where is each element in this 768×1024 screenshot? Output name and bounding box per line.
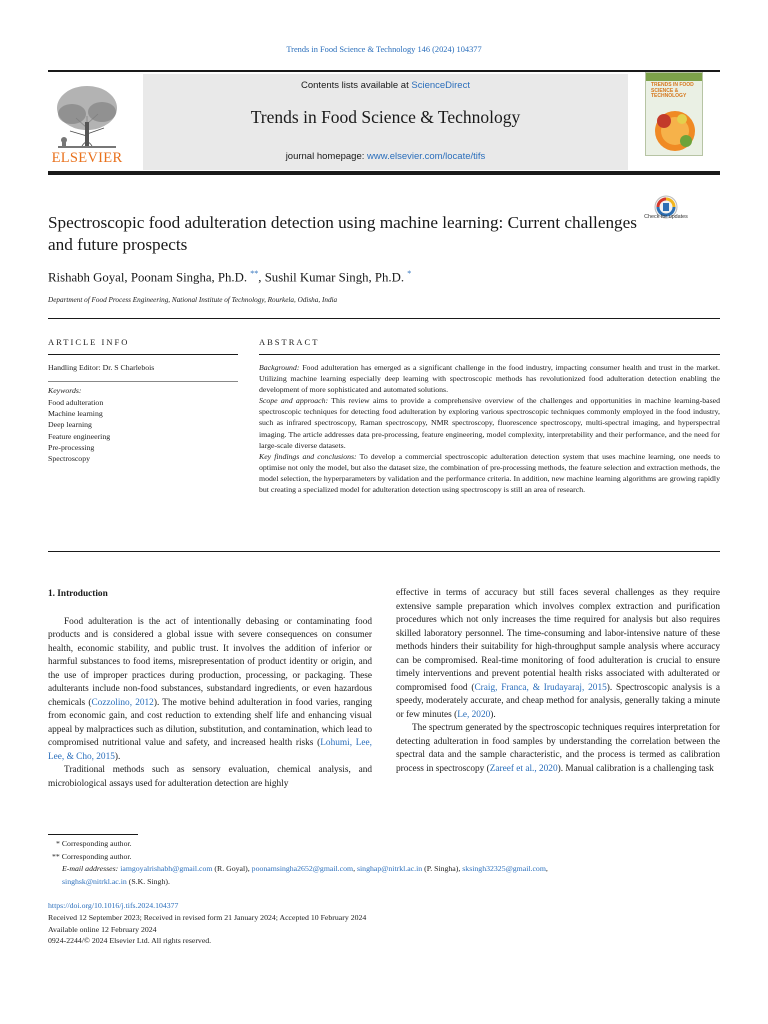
affiliation: Department of Food Process Engineering, National Institute of Technology, Rourkela, Odisha, India: [48, 296, 338, 304]
article-title: Spectroscopic food adulteration detection using machine learning: Current challenges and future prospects: [48, 213, 637, 254]
article-info-rule: [48, 354, 238, 355]
abstract-rule: [259, 354, 720, 355]
abstract-text: Food adulteration has emerged as a significant challenge in the food industry, impacting consumer health and trust in the market. Utilizing machine learning especially deep learning with spectroscopic methods has revolutionized food adulteration detection enabling the development of more sophisticated and automated solutions.: [259, 363, 720, 395]
copyright: 0924-2244/© 2024 Elsevier Ltd. All rights reserved.: [48, 936, 212, 946]
author-name[interactable]: Rishabh Goyal: [48, 270, 125, 285]
doi-link[interactable]: https://doi.org/10.1016/j.tifs.2024.104377: [48, 901, 179, 910]
keyword-item: Deep learning: [48, 420, 92, 430]
email-link[interactable]: poonamsingha2652@gmail.com: [251, 864, 354, 874]
keywords-label: Keywords:: [48, 386, 82, 395]
abstract-label: Background:: [259, 363, 300, 372]
body-text: ).: [114, 751, 121, 762]
body-text: ).: [490, 709, 496, 720]
body-column-left: [48, 588, 372, 791]
contents-prefix: Contents lists available at: [301, 80, 412, 91]
abstract-text: This review aims to provide a comprehensive overview of the challenges and opportunities in machine learning-based spectroscopic techniques for detecting food adulteration by exploring various spectroscopic techniques commonly employed in the food industry, such as infrared spectroscopy, Raman spectroscopy, NMR spectroscopy, fluorescence spectroscopy, multi-spectral imaging, and hyperspectral imaging. The article addresses data pre-processing, feature engineering, model complexity, interpretability and their performance, and the need for large-scale diverse datasets.: [259, 396, 720, 450]
article-info-heading: ARTICLE INFO: [48, 337, 130, 347]
affiliation-rule: [48, 318, 720, 319]
journal-name: Trends in Food Science & Technology: [250, 107, 521, 127]
homepage-link[interactable]: www.elsevier.com/locate/tifs: [367, 151, 486, 162]
footnotes: [48, 838, 720, 888]
section-heading: 1. Introduction: [48, 589, 108, 599]
cover-fruit-image: [650, 105, 700, 155]
citation-link[interactable]: Craig, Franca, & Irudayaraj, 2015: [474, 682, 607, 693]
abstract-label: Key findings and conclusions:: [259, 451, 357, 461]
keyword-item: Pre-processing: [48, 442, 95, 452]
author-list: Rishabh Goyal, Poonam Singha, Ph.D. **, Sushil Kumar Singh, Ph.D. *: [48, 269, 412, 285]
sciencedirect-link[interactable]: ScienceDirect: [411, 80, 470, 91]
body-text: ). Manual calibration is a challenging task: [557, 763, 714, 774]
email-link[interactable]: sksingh32325@gmail.com: [462, 864, 546, 874]
abstract-heading: ABSTRACT: [259, 337, 320, 347]
body-paragraph: [48, 616, 372, 765]
abstract-body: [259, 362, 720, 495]
abstract-paragraph: [259, 395, 720, 450]
keyword-item: Food adulteration: [48, 398, 104, 407]
contents-line: [143, 80, 628, 91]
email-owner: (R. Goyal),: [212, 864, 252, 874]
email-label: E-mail addresses:: [62, 864, 119, 874]
corresponding-mark[interactable]: *: [407, 269, 412, 278]
corresponding-author-note: ** Corresponding author.: [52, 851, 132, 861]
journal-cover[interactable]: [645, 72, 703, 156]
abstract-paragraph: [259, 362, 720, 395]
citation-link[interactable]: Zareef et al., 2020: [489, 763, 558, 774]
citation-link[interactable]: Cozzolino, 2012: [91, 697, 154, 708]
email-link[interactable]: iamgoyalrishabh@gmail.com: [120, 864, 213, 874]
cover-title: TRENDS IN FOOD SCIENCE & TECHNOLOGY: [651, 82, 694, 99]
citation-link[interactable]: Le, 2020: [457, 709, 491, 720]
header-rule-bottom: [48, 171, 720, 175]
email-link[interactable]: singhap@nitrkl.ac.in: [356, 864, 423, 874]
keyword-item: Machine learning: [48, 409, 103, 419]
check-for-updates-icon[interactable]: [646, 193, 686, 233]
author-name[interactable]: Poonam Singha, Ph.D.: [130, 270, 248, 285]
check-for-updates-label[interactable]: Check for updates: [644, 214, 688, 220]
received-dates: Received 12 September 2023; Received in revised form 21 January 2024; Accepted 10 February 2024: [48, 912, 367, 922]
body-column-right: [396, 587, 720, 776]
body-paragraph: Traditional methods such as sensory evaluation, chemical analysis, and microbiological assays used for adulteration detection are highly: [48, 765, 372, 789]
keyword-list: [48, 397, 110, 464]
corresponding-author-note: * Corresponding author.: [56, 839, 132, 848]
body-text: ). Spectroscopic analysis is a speedy, moderately accurate, and cheap method for analysis, generally taking a minute or few minutes (: [396, 682, 720, 720]
publication-info: [48, 900, 366, 947]
abstract-text: To develop a commercial spectroscopic adulteration detection system that uses machine learning, one needs to optimise not only the model, but also the dataset size, the combination of pre-processing methods, the feature selection and extraction methods, the model selection, the hyperparameters by validation and the performance criteria. In addition, new machine learning algorithms are growing rapidly but creating a specialized model for adulteration detection using spectroscopy is still an area of research.: [259, 451, 720, 495]
body-text: Food adulteration is the act of intentionally debasing or contaminating food products and is considered a global issue with severe consequences on consumer health, economic stability, and public trust. It involves the addition of inferior or harmful substances to food items, misrepresentation of product identity or origin, and the use of improper practices during production, processing, or packaging. These adulterants include non-food substances, substandard ingredients, or even hazardous chemicals (: [48, 616, 372, 708]
author-name[interactable]: Sushil Kumar Singh, Ph.D.: [264, 270, 405, 285]
email-link[interactable]: singhsk@nitrkl.ac.in: [62, 876, 127, 886]
header-rule-top: [48, 70, 720, 72]
elsevier-wordmark[interactable]: ELSEVIER: [51, 150, 123, 166]
citation-link[interactable]: Lohumi, Lee, Lee, & Cho, 2015: [48, 738, 372, 762]
keyword-item: Spectroscopy: [48, 454, 91, 464]
body-text: The spectrum generated by the spectroscopic techniques requires interpretation for detecting adulteration in food samples by understanding the correlation between the spectral data and the sample characteristic, and the process is termed as calibration process in spectroscopy (: [396, 723, 720, 774]
email-addresses: [48, 863, 720, 888]
footnote-rule: [48, 834, 138, 835]
corresponding-mark[interactable]: **: [250, 269, 259, 278]
body-paragraph: [396, 587, 720, 722]
body-text: ). The motive behind adulteration in food varies, ranging from economic gain, and cost reduction to extending shelf life and enhancing visual appeal by malpractices such as dilution, substitution, and contamination, which lead to compromised nutritional value and safety, and increased health risks (: [48, 697, 372, 748]
body-paragraph: [396, 722, 720, 776]
abstract-rule-bottom: [48, 551, 720, 552]
keyword-item: Feature engineering: [48, 431, 111, 441]
abstract-paragraph: [259, 451, 720, 495]
cover-band: [646, 73, 702, 81]
handling-editor: Handling Editor: Dr. S Charlebois: [48, 363, 155, 372]
email-separator: ,: [545, 864, 548, 874]
abstract-label: Scope and approach:: [259, 396, 329, 406]
journal-citation[interactable]: Trends in Food Science & Technology 146 (2024) 104377: [286, 45, 482, 54]
email-separator: ,: [353, 864, 357, 874]
homepage-line: [143, 151, 628, 162]
available-online: Available online 12 February 2024: [48, 924, 157, 934]
body-text: effective in terms of accuracy but still faces several challenges as they require extensive sample preparation which involves complex extraction and purification procedures which not only increases the time required for analysis but also requires skilled laboratory personnel. The time-consuming and labor-intensive nature of these methods hinders their suitability for high-throughput sample analysis where accuracy can be compromised. Real-time monitoring of food adulteration is crucial to ensure timely interventions and prevent potential health risks associated with adulterated or compromised food (: [396, 588, 720, 693]
email-owner: (S.K. Singh).: [126, 876, 170, 886]
homepage-prefix: journal homepage:: [285, 151, 368, 162]
article-info-divider: [48, 381, 238, 382]
email-owner: (P. Singha),: [422, 864, 463, 874]
